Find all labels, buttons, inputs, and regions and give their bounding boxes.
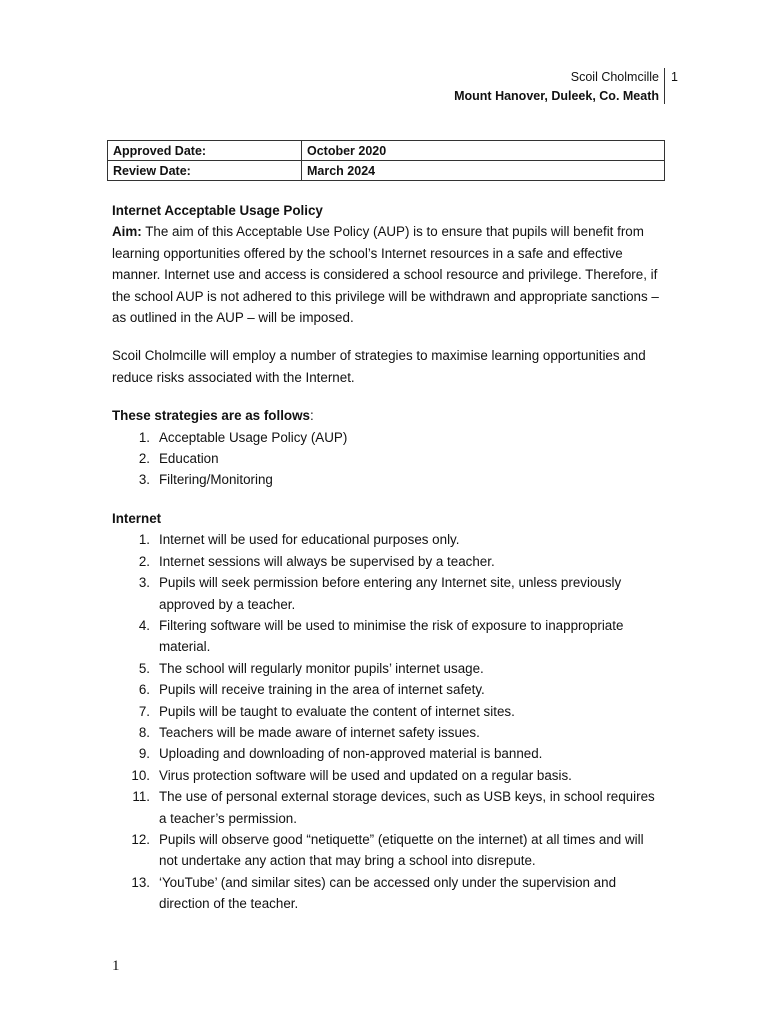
list-item — [112, 658, 662, 679]
table-row — [108, 141, 665, 161]
school-address: Mount Hanover, Duleek, Co. Meath — [454, 89, 659, 103]
list-item-number: 5. — [138, 660, 150, 676]
list-item-number: 12. — [131, 831, 150, 847]
list-item-number: 4. — [138, 617, 150, 633]
approved-date-label: Approved Date: — [108, 141, 302, 161]
list-item-text: Internet will be used for educational purposes only. — [159, 532, 460, 548]
list-item-number: 2. — [138, 451, 150, 467]
list-item-text: The use of personal external storage devices, such as USB keys, in school requires a teacher’s permission. — [159, 789, 655, 826]
list-item-number: 10. — [131, 767, 150, 783]
list-item-text: Internet sessions will always be supervised by a teacher. — [159, 553, 495, 569]
list-item — [112, 829, 662, 872]
list-item-text: Virus protection software will be used and updated on a regular basis. — [159, 767, 572, 783]
approved-date-value: October 2020 — [302, 141, 665, 161]
review-date-label: Review Date: — [108, 161, 302, 181]
list-item — [112, 765, 662, 786]
list-item-text: ‘YouTube’ (and similar sites) can be accessed only under the supervision and direction of the teacher. — [159, 874, 617, 912]
list-item — [112, 427, 662, 448]
list-item-text: Uploading and downloading of non-approved material is banned. — [159, 746, 543, 762]
list-item-number: 13. — [131, 874, 150, 890]
table-row — [108, 161, 665, 181]
list-item — [112, 529, 662, 550]
list-item-text: Teachers will be made aware of internet safety issues. — [159, 724, 480, 740]
list-item — [112, 743, 662, 764]
list-item-number: 3. — [138, 472, 150, 488]
list-item-number: 1. — [138, 429, 150, 445]
list-item-number: 9. — [138, 746, 150, 762]
list-item — [112, 786, 662, 829]
aim-label: Aim: — [112, 224, 142, 240]
list-item-text: Pupils will observe good “netiquette” (etiquette on the internet) at all times and will not undertake any action that may bring a school into disrepute. — [159, 831, 644, 869]
list-item — [112, 551, 662, 572]
list-item-number: 7. — [138, 703, 150, 719]
strategies-colon: : — [309, 408, 314, 424]
strategies-intro: Scoil Cholmcille will employ a number of strategies to maximise learning opportunities and reduce risks associated with the Internet. — [112, 348, 646, 385]
internet-heading: Internet — [112, 510, 162, 526]
list-item — [112, 679, 662, 700]
list-item — [112, 572, 662, 615]
list-item-number: 8. — [138, 724, 150, 740]
list-item-number: 3. — [138, 575, 150, 591]
review-date-value: March 2024 — [302, 161, 665, 181]
list-item-text: Filtering software will be used to minimise the risk of exposure to inappropriate material. — [159, 617, 624, 655]
list-item-number: 2. — [138, 553, 150, 569]
list-item — [112, 448, 662, 469]
strategies-list — [112, 427, 662, 491]
list-item — [112, 701, 662, 722]
strategies-heading: These strategies are as follows — [112, 408, 310, 424]
list-item-text: Pupils will receive training in the area of internet safety. — [159, 682, 485, 698]
school-name: Scoil Cholmcille — [570, 70, 659, 84]
list-item-number: 6. — [138, 682, 150, 698]
aim-paragraph — [112, 221, 662, 328]
page-header — [454, 68, 659, 106]
dates-table — [107, 140, 665, 181]
list-item — [112, 615, 662, 658]
list-item-number: 1. — [138, 532, 150, 548]
policy-body — [112, 200, 662, 915]
header-page-number: 1 — [664, 68, 678, 104]
list-item-text: Education — [159, 451, 219, 467]
list-item-text: The school will regularly monitor pupils’ internet usage. — [159, 660, 484, 676]
list-item-text: Pupils will be taught to evaluate the content of internet sites. — [159, 703, 515, 719]
list-item — [112, 722, 662, 743]
list-item-text: Filtering/Monitoring — [159, 472, 273, 488]
list-item — [112, 872, 662, 915]
list-item-text: Pupils will seek permission before entering any Internet site, unless previously approved by a teacher. — [159, 575, 622, 612]
internet-rules-list — [112, 529, 662, 914]
strategies-heading-line — [112, 405, 662, 426]
footer-page-number: 1 — [112, 958, 120, 974]
list-item-text: Acceptable Usage Policy (AUP) — [159, 429, 348, 445]
list-item-number: 11. — [132, 789, 150, 805]
list-item — [112, 469, 662, 490]
policy-title: Internet Acceptable Usage Policy — [112, 203, 323, 218]
aim-text: The aim of this Acceptable Use Policy (AUP) is to ensure that pupils will benefit from learning opportunities offered by the school’s Internet resources in a safe and effective manner. Internet use and access is considered a school resource and privilege. Therefore, if the school AUP is not adhered to this privilege will be withdrawn and appropriate sanctions – as outlined in the AUP – will be imposed. — [112, 224, 659, 326]
